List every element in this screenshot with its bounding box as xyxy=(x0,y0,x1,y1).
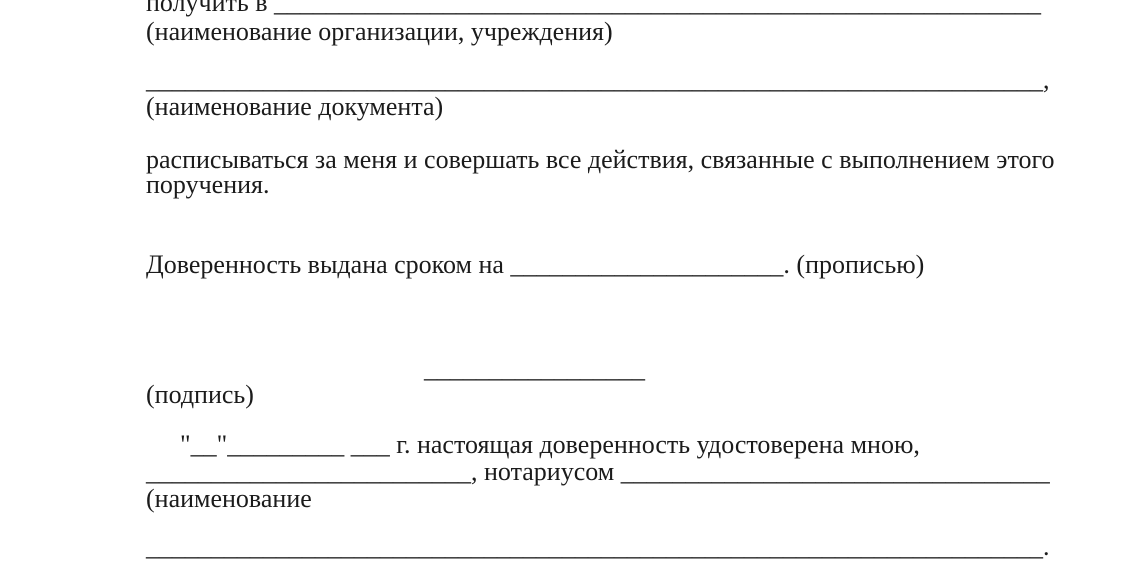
body-paragraph-line1: расписываться за меня и совершать все действия, связанные с выполнением этого xyxy=(146,145,1055,174)
document-caption: (наименование документа) xyxy=(146,92,444,121)
receive-line xyxy=(146,0,1041,16)
signature-caption: (подпись) xyxy=(146,380,254,409)
notary-caption: (наименование xyxy=(146,484,312,513)
attestation-line: "__"_________ ___ г. настоящая доверенность удостоверена мною, xyxy=(180,430,920,459)
notary-label: , нотариусом xyxy=(471,457,621,486)
notary-office-blank: _________________________________ xyxy=(620,457,1050,486)
document-name-blank: _____________________________________________________________________, xyxy=(146,65,1050,94)
body-paragraph-line2: поручения. xyxy=(146,170,270,199)
organization-blank: ___________________________________________________________ xyxy=(274,0,1042,17)
term-line xyxy=(146,251,924,278)
receive-line-prefix: получить в xyxy=(146,0,275,17)
term-line-suffix: . (прописью) xyxy=(783,250,925,279)
notary-name-blank: _________________________ xyxy=(146,457,471,486)
bottom-blank-line: _____________________________________________________________________. xyxy=(146,532,1050,561)
term-blank: _____________________ xyxy=(510,250,784,279)
signature-blank: _________________ xyxy=(424,354,645,383)
notary-line xyxy=(146,458,1050,485)
term-line-prefix: Доверенность выдана сроком на xyxy=(146,250,511,279)
organization-caption: (наименование организации, учреждения) xyxy=(146,17,613,46)
